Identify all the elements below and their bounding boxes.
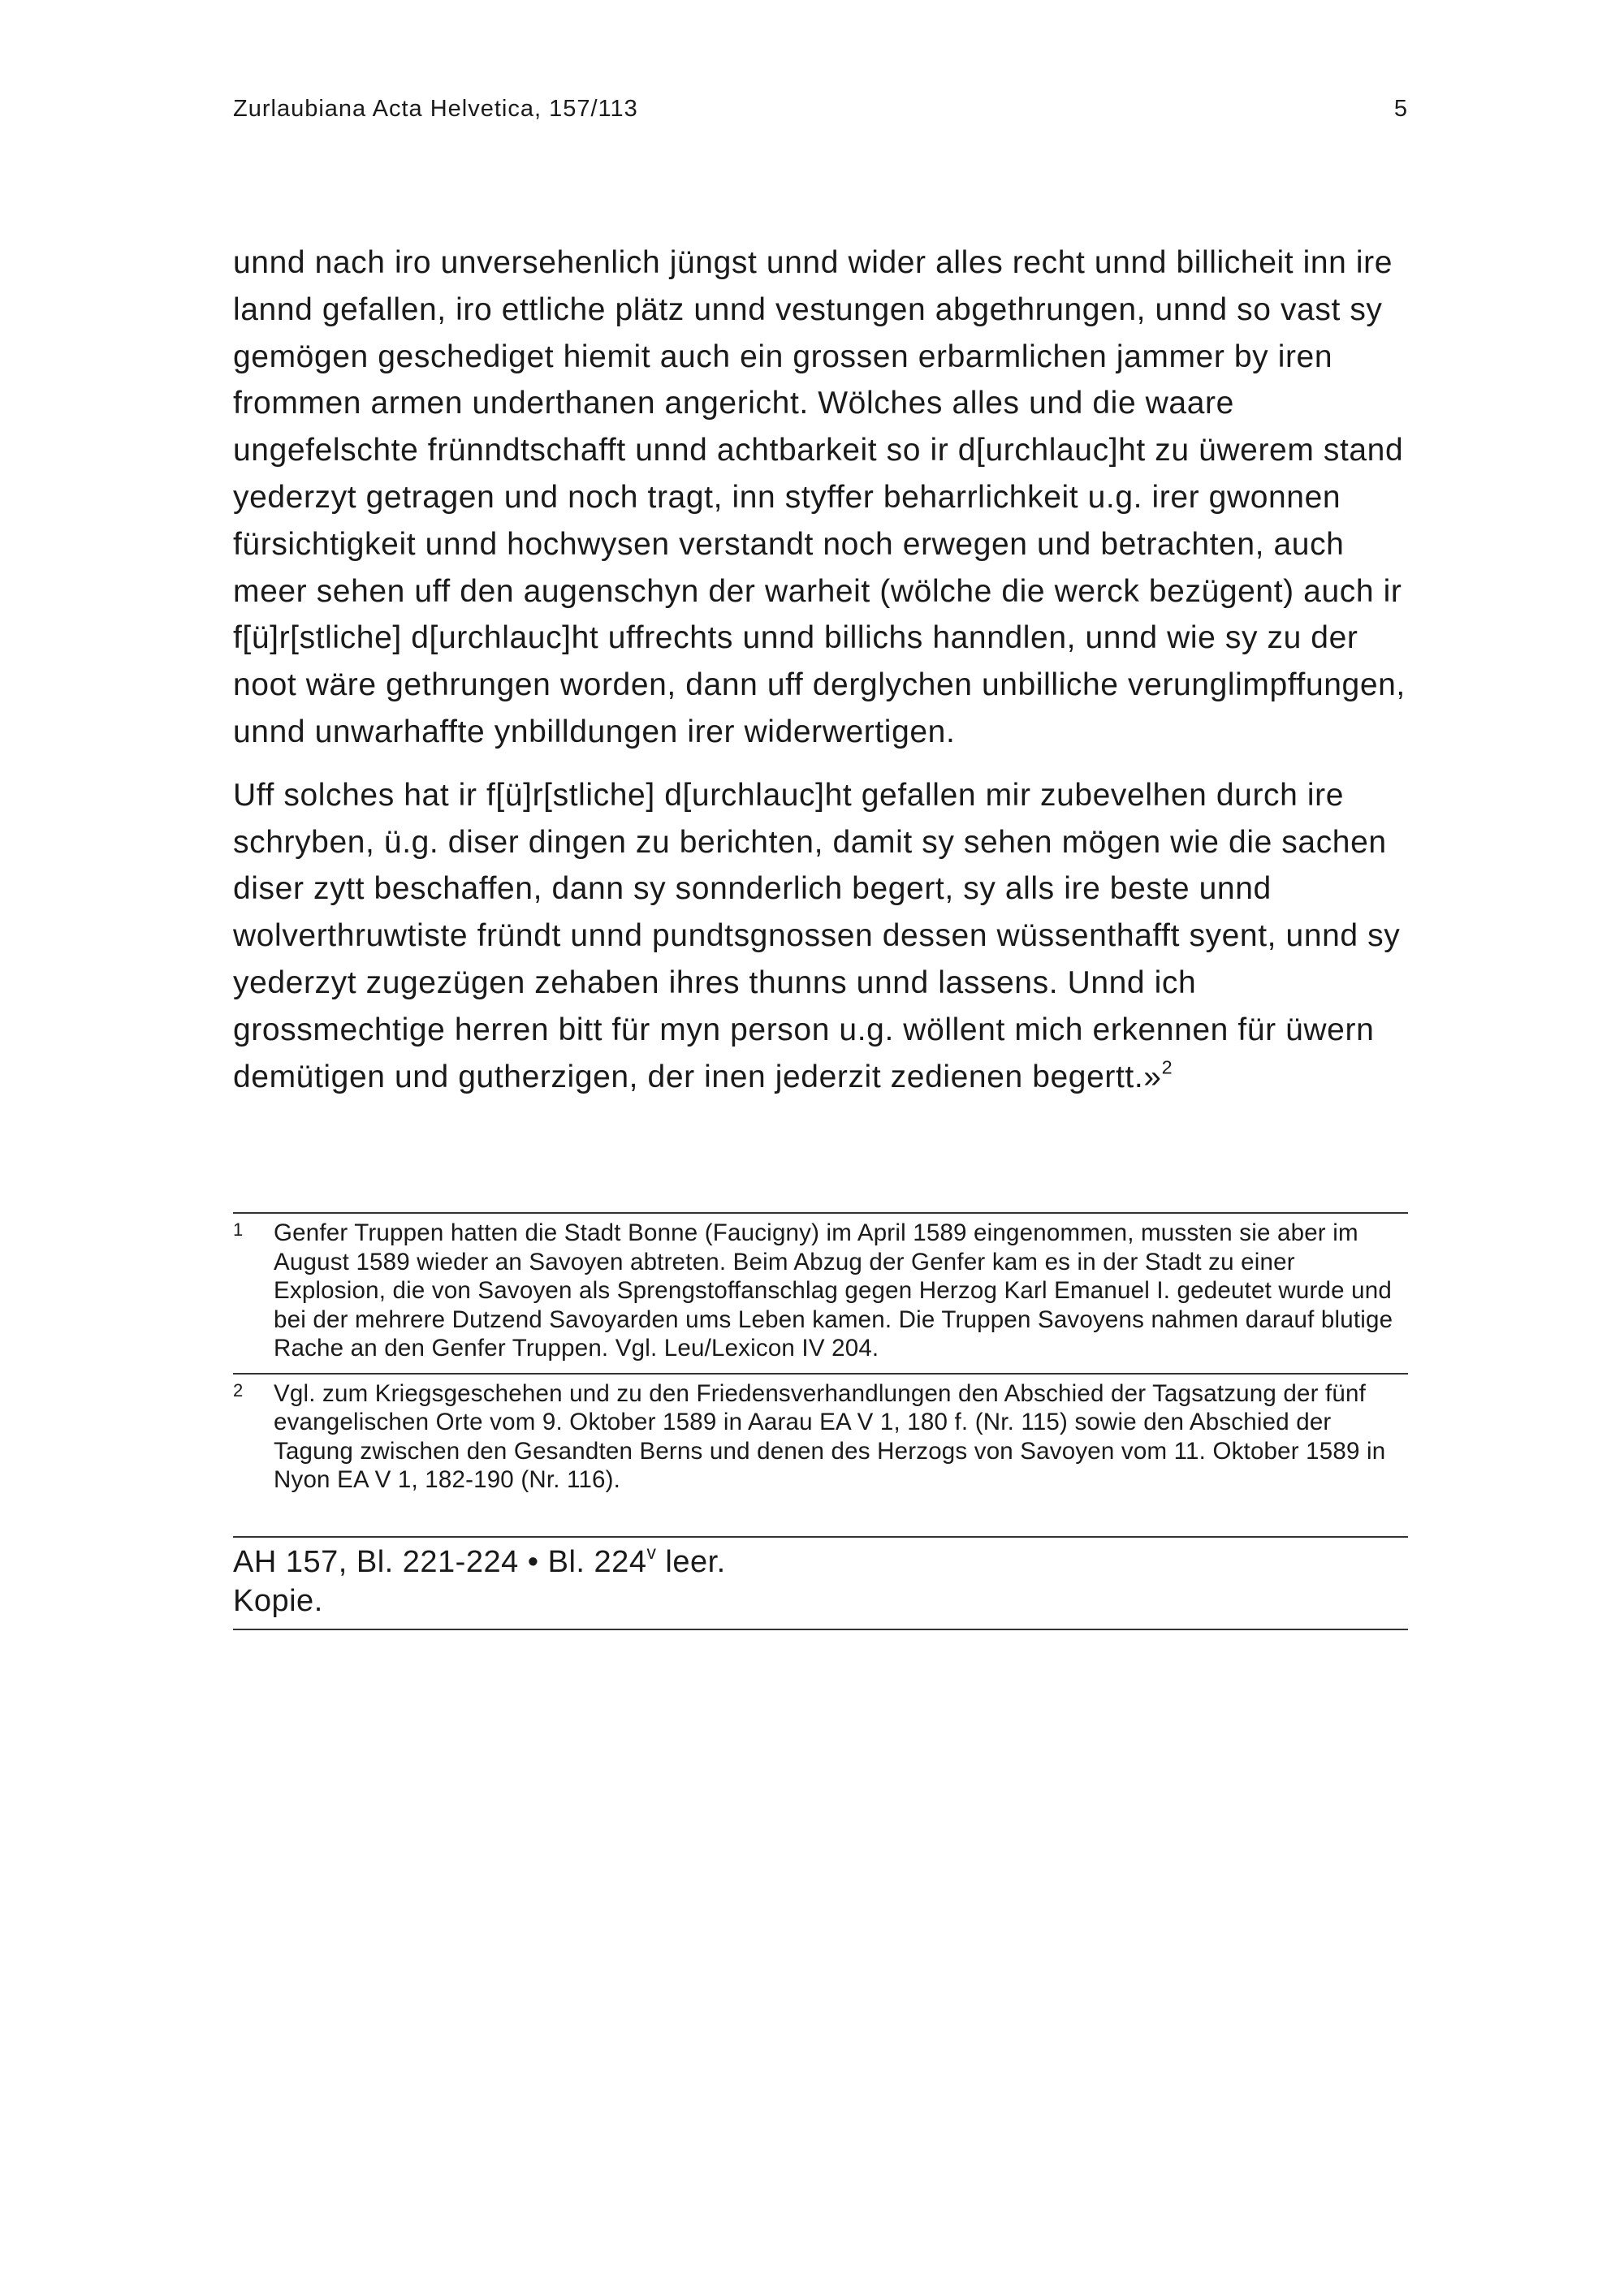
body-text [233,240,1408,1100]
source-block [233,1536,1408,1630]
source-reference-suffix: leer. [656,1545,726,1579]
footnote-marker: 2 [233,1379,244,1400]
footnote [233,1373,1408,1504]
source-reference [233,1543,1408,1582]
page-number: 5 [1393,96,1408,122]
footnote [233,1212,1408,1373]
footnote-marker: 1 [233,1219,244,1240]
source-reference-text: AH 157, Bl. 221-224 • Bl. 224 [233,1545,647,1579]
footnote-reference: 2 [1161,1056,1173,1078]
footnotes [233,1212,1408,1504]
header-title: Zurlaubiana Acta Helvetica, 157/113 [233,96,638,122]
paragraph [233,772,1408,1101]
running-header [233,96,1408,128]
paragraph-text: Uff solches hat ir f[ü]r[stliche] d[urchlauc]ht gefallen mir zubevelhen durch ire schryben, ü.g. diser dingen zu berichten, damit sy sehen mögen wie die sachen diser zytt beschaffen, dann sy sonnderlich begert, sy alls ire beste unnd wolverthruwtiste fründt unnd pundtsgnossen dessen wüssenthafft syent, unnd sy yederzyt zugezügen zehaben ihres thunns unnd lassens. Unnd ich grossmechtige herren bitt für myn person u.g. wöllent mich erkennen für üwern demütigen und gutherzigen, der inen jederzit zedienen begertt.» [233,777,1401,1094]
footnote-text: Vgl. zum Kriegsgeschehen und zu den Friedensverhandlungen den Abschied der Tagsatzung der fünf evangelischen Orte vom 9. Oktober 1589 in Aarau EA V 1, 180 f. (Nr. 115) sowie den Abschied der Tagung zwischen den Gesandten Berns und denen des Herzogs von Savoyen vom 11. Oktober 1589 in Nyon EA V 1, 182-190 (Nr. 116). [274,1379,1386,1493]
footnote-text: Genfer Truppen hatten die Stadt Bonne (Faucigny) im April 1589 eingenommen, mussten sie aber im August 1589 wieder an Savoyen abtreten. Beim Abzug der Genfer kam es in der Stadt zu einer Explosion, die von Savoyen als Sprengstoffanschlag gegen Herzog Karl Emanuel I. gedeutet wurde und bei der mehrere Dutzend Savoyarden ums Leben kamen. Die Truppen Savoyens nahmen darauf blutige Rache an den Genfer Truppen. Vgl. Leu/Lexicon IV 204. [274,1219,1393,1362]
paragraph-text: unnd nach iro unversehenlich jüngst unnd wider alles recht unnd billicheit inn ire lannd gefallen, iro ettliche plätz unnd vestungen abgethrungen, unnd so vast sy gemögen geschediget hiemit auch ein grossen erbarmlichen jammer by iren frommen armen underthanen angericht. Wölches alles und die waare ungefelschte frünndtschafft unnd achtbarkeit so ir d[urchlauc]ht zu üwerem stand yederzyt getragen und noch tragt, inn styffer beharrlichkeit u.g. irer gwonnen fürsichtigkeit unnd hochwysen verstandt noch erwegen und betrachten, auch meer sehen uff den augenschyn der warheit (wölche die werck bezügent) auch ir f[ü]r[stliche] d[urchlauc]ht uffrechts unnd billichs hanndlen, unnd wie sy zu der noot wäre gethrungen worden, dann uff derglychen unbilliche verunglimpffungen, unnd unwarhaffte ynbilldungen irer widerwertigen. [233,245,1406,749]
paragraph [233,240,1408,756]
source-note: Kopie. [233,1584,323,1618]
verso-superscript: v [646,1542,657,1564]
